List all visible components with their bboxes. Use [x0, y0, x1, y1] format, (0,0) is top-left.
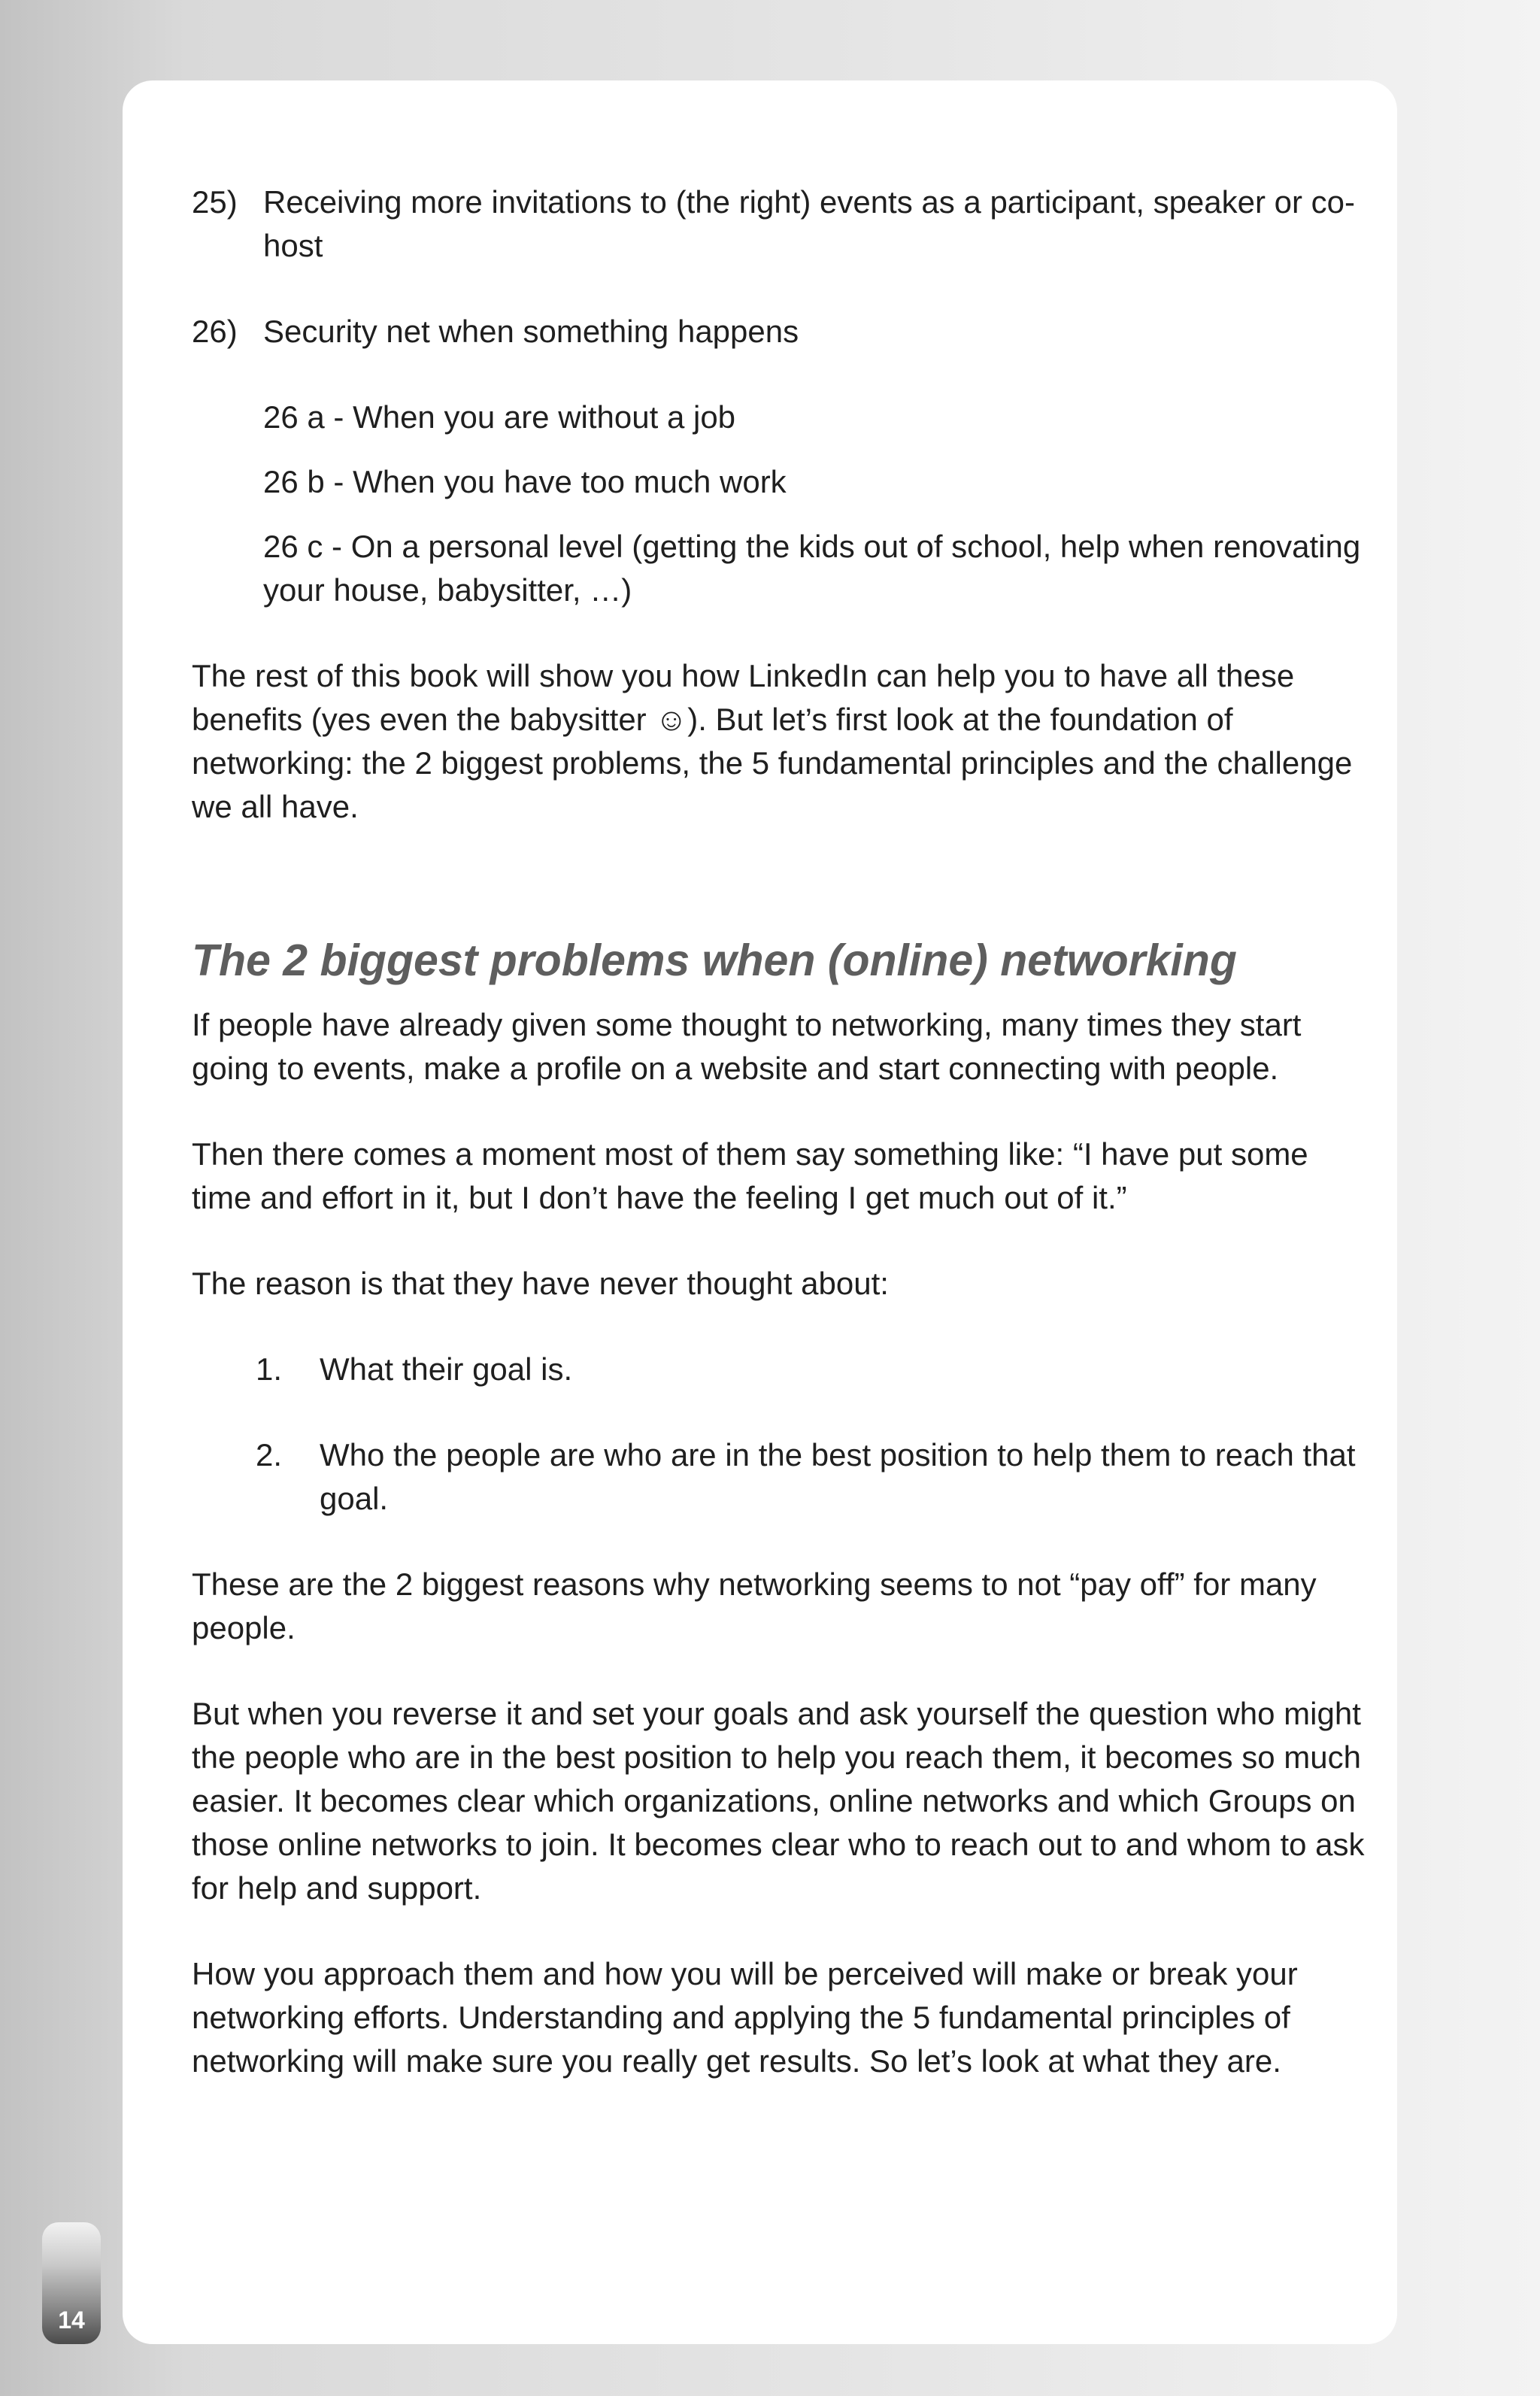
reason-number: 2.: [256, 1437, 283, 1472]
paragraph: These are the 2 biggest reasons why networking seems to not “pay off” for many people.: [192, 1566, 1317, 1645]
list-item-26: [192, 310, 1365, 353]
page-content: [192, 180, 1365, 2083]
reason-item: [256, 1348, 1365, 1391]
sub-item-26b: 26 b - When you have too much work: [263, 464, 787, 499]
paragraph: But when you reverse it and set your goals and ask yourself the question who might the people who are in the best position to help you reach them, it becomes so much easier. It becomes clear which organizations, online networks and which Groups on those online networks to join. It becomes clear who to reach out to and whom to ask for help and support.: [192, 1696, 1365, 1906]
reason-text: Who the people are who are in the best position to help them to reach that goal.: [320, 1437, 1356, 1516]
paragraph: If people have already given some thought to networking, many times they start going to events, make a profile on a website and start connecting with people.: [192, 1007, 1302, 1086]
paragraph: Then there comes a moment most of them say something like: “I have put some time and effort in it, but I don’t have the feeling I get much out of it.”: [192, 1136, 1308, 1215]
page-number-tab: [42, 2222, 101, 2344]
paragraph: The reason is that they have never thought about:: [192, 1266, 889, 1301]
list-item-25: [192, 180, 1365, 268]
list-number: 26): [192, 314, 238, 349]
sub-item-26c: 26 c - On a personal level (getting the kids out of school, help when renovating your house, babysitter, …): [263, 529, 1361, 608]
intro-paragraph: The rest of this book will show you how LinkedIn can help you to have all these benefits (yes even the babysitter ☺). But let’s first look at the foundation of networking: the 2 biggest problems, the 5 fundamental principles and the challenge we all have.: [192, 658, 1353, 824]
list-number: 25): [192, 184, 238, 220]
paragraph: How you approach them and how you will be perceived will make or break your networking efforts. Understanding and applying the 5 fundamental principles of networking will make sure you really get results. So let’s look at what they are.: [192, 1956, 1298, 2079]
page-number: 14: [58, 2307, 85, 2334]
list-text: Receiving more invitations to (the right) events as a participant, speaker or co-host: [263, 184, 1356, 263]
reason-text: What their goal is.: [320, 1351, 573, 1387]
reason-number: 1.: [256, 1351, 283, 1387]
list-text: Security net when something happens: [263, 314, 799, 349]
section-heading: The 2 biggest problems when (online) networking: [192, 936, 1237, 985]
sub-item-26a: 26 a - When you are without a job: [263, 399, 736, 435]
reason-item: [256, 1433, 1365, 1521]
